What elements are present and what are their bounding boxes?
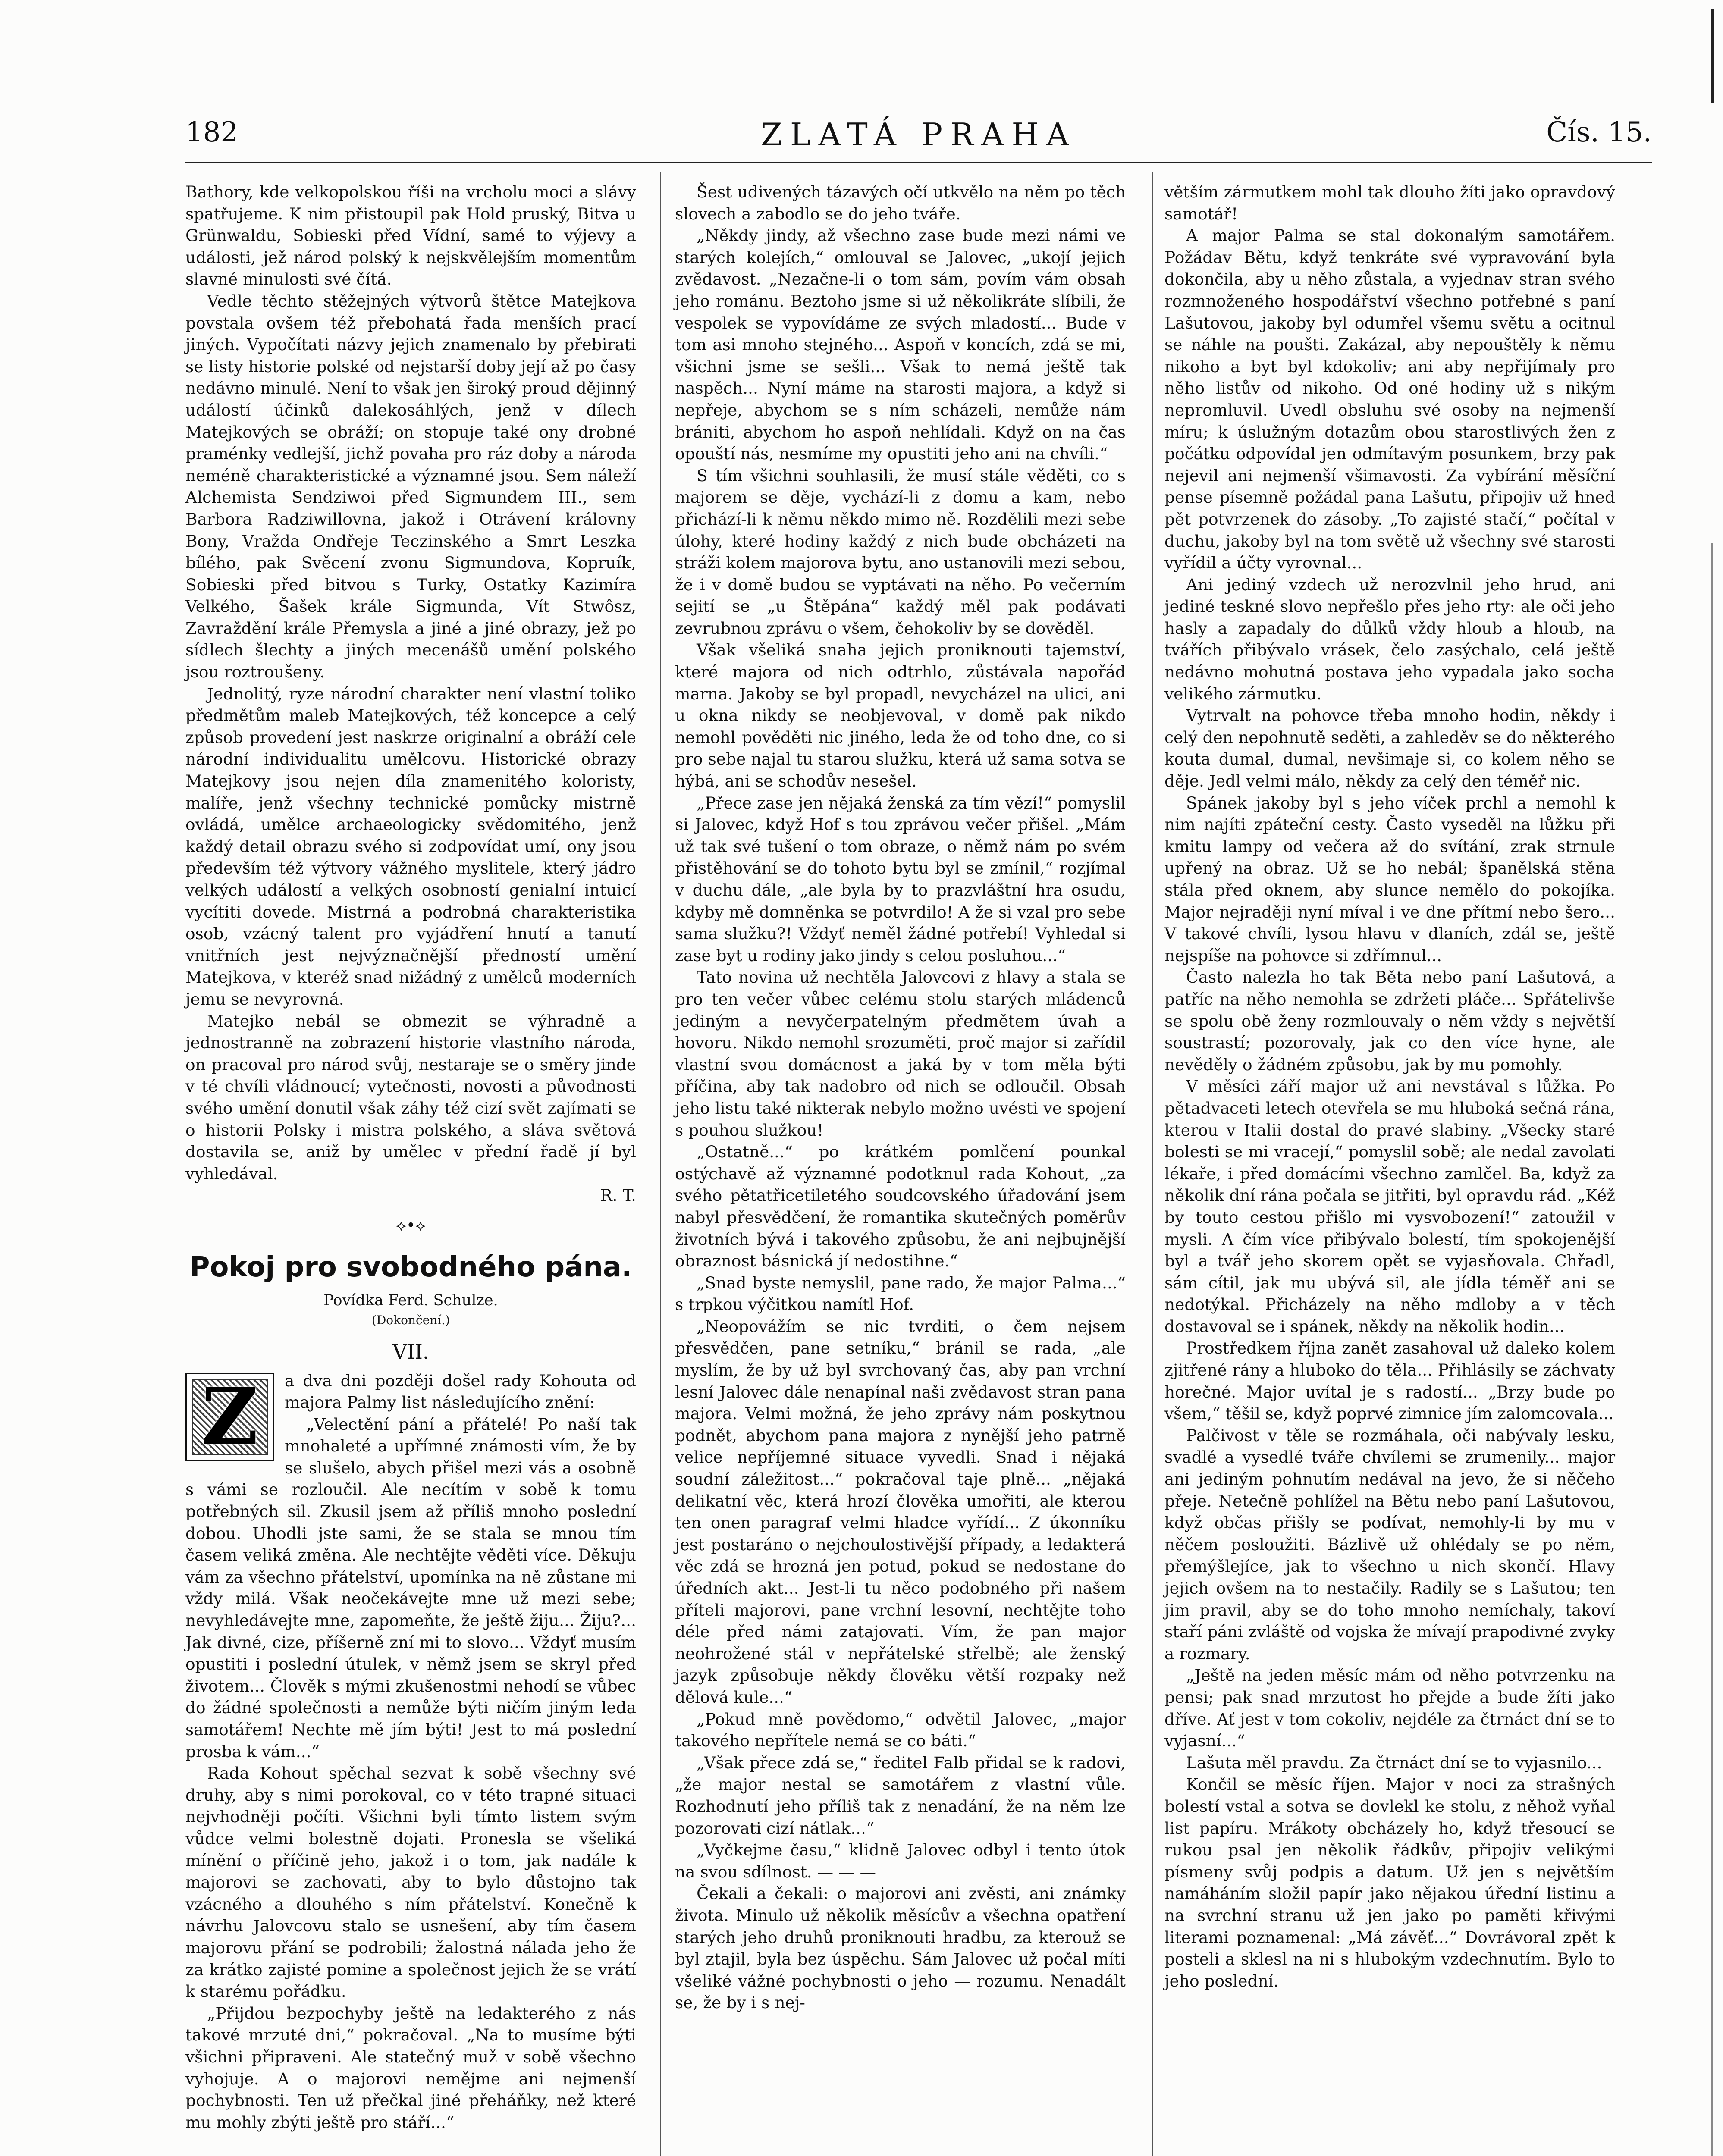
ornamental-initial — [185, 1373, 274, 1461]
story-paragraph: „Někdy jindy, až všechno zase bude mezi námi ve starých kolejích,“ omlouval se Jalovec, „ukojí jejich zvědavost. „Nezačne-li o tom sám, povím vám obsah jeho románu. Beztoho jsme si už několikráte slíbili, že vespolek se vypovídáme ze svých mladostí... Bude v tom asi mnoho stejného... Aspoň v koncích, zdá se mi, všichni jsme se sešli... Však to nemá ještě tak naspěch... Nyní máme na starosti majora, a když si nepřeje, abychom se s ním scházeli, nemůže nám brániti, abychom ho aspoň nehlídali. Když on na čas opouští nás, nesmíme my opustiti jeho ani na chvíli.“ — [675, 226, 1126, 464]
story-paragraph: Vytrvalt na pohovce třeba mnoho hodin, někdy i celý den nepohnutě seděti, a zahleděv se do některého kouta dumal, dumal, nevšimaje si, co kolem něho se děje. Jedl velmi málo, někdy za celý den téměř nic. — [1164, 706, 1615, 791]
scan-edge-mark — [1711, 9, 1714, 103]
page-header — [185, 116, 1652, 155]
column-divider — [1152, 172, 1153, 2156]
story-paragraph: „Ostatně...“ po krátkém pomlčení pounkal ostýchavě až významné podotknul rada Kohout, „za svého pětatřicetiletého soudcovského úřadování jsem nabyl přesvědčení, že romantika skutečných poměrův životních bývá i takového způsobu, že ani nejbujnější obraznost básnická jí nedostihne.“ — [675, 1142, 1126, 1271]
story-paragraph: Tato novina už nechtěla Jalovcovi z hlavy a stala se pro ten večer vůbec celému stolu starých mládenců jediným a nevyčerpatelným předmětem úvah a hovoru. Nikdo nemohl srozuměti, proč major si zařídil vlastní svou domácnost a jaká by v tom měla býti příčina, aby tak nadobro od nich se odloučil. Obsah jeho listu také nikterak nebylo možno uvésti ve spojení s pouhou služkou! — [675, 968, 1126, 1140]
story-continuation-note: (Dokončení.) — [371, 1313, 450, 1327]
story-paragraph: a dva dni později došel rady Kohouta od majora Palmy list následujícího znění: — [285, 1371, 636, 1412]
story-paragraph: Však všeliká snaha jejich proniknouti tajemství, které majora od nich odtrhlo, zůstávala napořád marna. Jakoby se byl propadl, nevycházel na ulici, ani u okna nikdy se neobjevoval, v domě pak nikdo nemohl pověděti nic jiného, leda že od toho dne, co si pro sebe najal tu starou služku, která už sama sotva se hýbá, ani se schodův nesešel. — [675, 640, 1126, 791]
story-paragraph: Často nalezla ho tak Běta nebo paní Lašutová, a patříc na něho nemohla se zdržeti pláče... Spřátelivše se spolu obě ženy rozmlouvaly o něm vždy s největší soustrastí; pozorovaly, jak co den více hyne, ale nevěděly o žádném způsobu, jak by mu pomohly. — [1164, 968, 1615, 1074]
story-paragraph: „Ještě na jeden měsíc mám od něho potvrzenku na pensi; pak snad mrzutost ho přejde a bude žíti jako dříve. Ať jest v tom cokoliv, nejdéle za čtrnáct dní se to vyjasní...“ — [1164, 1666, 1615, 1751]
story-paragraph: Šest udivených tázavých očí utkvělo na něm po těch slovech a zabodlo se do jeho tváře. — [675, 182, 1126, 223]
story-paragraph: větším zármutkem mohl tak dlouho žíti jako opravdový samotář! — [1164, 182, 1615, 223]
story-byline: Povídka Ferd. Schulze. — [323, 1291, 498, 1309]
story-paragraph: V měsíci září major už ani nevstával s lůžka. Po pětadvaceti letech otevřela se mu hluboká sečná rána, kterou v Italii dostal do pravé slabiny. „Všecky staré bolesti se mi vracejí,“ pomyslil sobě; ale nedal zavolati lékaře, i před domácími všechno zamlčel. Ba, když za několik dní rána počala se jitřiti, byl opravdu rád. „Kéž by touto cestou přišlo mi vysvobození!“ zatoužil v mysli. A čím více přibývalo bolestí, tím spokojenější byl a tvář jeho skorem opět se vyjasňovala. Chřadl, sám cítil, jak mu ubývá sil, ale jídla téměř ani se nedotýkal. Přicházely na něho mdloby a v těch dostavoval se i spánek, někdy na několik hodin... — [1164, 1077, 1615, 1336]
story-paragraph: Končil se měsíc říjen. Major v noci za strašných bolestí vstal a sotva se dovlekl ke stolu, z něhož vyňal list papíru. Mrákoty obcházely ho, když třesoucí se rukou psal jen několik řádkův, připojiv velikými písmeny svůj podpis a datum. Už jen s největším namáháním složil papír jako nějakou úřední listinu a na svrchní stranu už jen jako po paměti křivými literami poznamenal: „Má závěť...“ Dovrávoral zpět k posteli a sklesl na ni s hlubokým vzdechnutím. Bylo to jeho poslední. — [1164, 1775, 1615, 1990]
page-number: 182 — [185, 116, 239, 148]
ornamental-separator: ⟡•⟡ — [396, 1216, 426, 1235]
story-paragraph: „Neopovážím se nic tvrditi, o čem nejsem přesvědčen, pane setníku,“ bránil se rada, „ale myslím, že by už byl svrchovaný čas, aby pan vrchní lesní Jalovec dále nenapínal naši zvědavost stran pana majora. Velmi možná, že jeho zprávy nám poskytnou podnět, abychom pana majora z nynější jeho patrně velice nepříjemné situace vyvedli. Snad i nějaká soudní záležitost...“ pokračoval taje plně... „nějaká delikatní věc, která hrozí člověka umořiti, ale kterou ten onen paragraf velmi hladce vyřídí... Z úkonníku jest postaráno o nejchoulostivější případy, a ledakterá věc zdá se hrozná jen potud, pokud se nedostane do úředních akt... Jest-li tu něco podobného při našem příteli majorovi, pane vrchní lesovní, nechtějte toho déle před námi zatajovati. Vím, že pan major neohrožené stál v nepřátelské střelbě; ale ženský jazyk způsobuje někdy člověku větší rozpaky než dělová kule...“ — [675, 1316, 1126, 1707]
article-paragraph: Jednolitý, ryze národní charakter není vlastní toliko předmětům maleb Matejkových, též koncepce a celý způsob provedení jest naskrze originalní a obráží cele národní individualitu umělcovu. Historické obrazy Matejkovy jsou nejen díla znamenitého koloristy, malíře, jenž všechny technické pomůcky mistrně ovládá, umělce archaeologicky svědomitého, jenž každý detail obrazu svého si zodpovídat umí, ony jsou především též výtvory vážného myslitele, který jádro velkých událostí a velkých osobností genialní intuicí vycítiti dovede. Mistrná a podrobná charakteristika osob, vzácný talent pro vyjádření hnutí a tanutí vnitřních jest nejvýznačnější předností umění Matejkova, v kteréž snad nižádný z umělců moderních jemu se nevyrovná. — [185, 684, 636, 1009]
story-paragraph: „Však přece zdá se,“ ředitel Falb přidal se k radovi, „že major nestal se samotářem z vlastní vůle. Rozhodnutí jeho příliš tak z nenadání, že na něm lze pozorovati cizí nátlak...“ — [675, 1753, 1126, 1838]
article-signature: R. T. — [600, 1186, 636, 1205]
story-paragraph: Lašuta měl pravdu. Za čtrnáct dní se to vyjasnilo... — [1186, 1753, 1602, 1772]
article-paragraph: Matejko nebál se obmezit se výhradně a jednostranně na zobrazení historie vlastního národa, on pracoval pro národ svůj, nestaraje se o směry jinde v té chvíli vládnoucí; vytečnosti, novosti a původnosti svého umění donutil však záhy též cizí svět zajímati se o historii Polsky i mistra polského, a sláva světová dostavila se, aniž by umělec v přední řadě jí byl vyhledával. — [185, 1011, 636, 1183]
story-paragraph: „Snad byste nemyslil, pane rado, že major Palma...“ s trpkou výčitkou namítl Hof. — [675, 1273, 1126, 1314]
story-paragraph: S tím všichni souhlasili, že musí stále věděti, co s majorem se děje, vychází-li z domu a kam, nebo přichází-li k němu někdo mimo ně. Rozdělili mezi sebe úlohy, které hodiny každý z nich bude obcházeti na stráži kolem majorova bytu, ano ustanovili mezi sebou, že i v domě budou se vyptávati na něho. Po večerním sejití se „u Štěpána“ každý měl pak podávati zevrubnou zprávu o všem, čehokoliv by se dověděl. — [675, 466, 1126, 638]
column-divider — [660, 172, 661, 2156]
column-2 — [675, 181, 1126, 2014]
chapter-number: VII. — [392, 1340, 429, 1363]
initial-letter: Z — [201, 1371, 258, 1462]
story-paragraph: Palčivost v těle se rozmáhala, oči nabývaly lesku, svadlé a vysedlé tváře chvílemi se zrumenily... major ani jediným pohnutím nedával na jevo, že si něčeho přeje. Netečně pohlížel na Bětu nebo paní Lašutovou, když občas přišly se podívat, nemohly-li by mu v něčem posloužiti. Bázlivě už ohlédaly se po něm, přemýšlejíce, jak to všechno u nich skončí. Hlavy jejich ovšem na to nestačily. Radily se s Lašutou; ten jim pravil, aby se do toho mnoho nemíchaly, takoví staří páni zvláště od vojska že mívají prapodivné zvyky a rozmary. — [1164, 1426, 1615, 1663]
scan-edge-mark — [1711, 543, 1713, 2156]
story-paragraph: A major Palma se stal dokonalým samotářem. Požádav Bětu, když tenkráte své vypravování byla dokončila, aby u něho zůstala, a vyjednav stran svého rozmnoženého hospodářství všechno potřebné s paní Lašutovou, jakoby byl odumřel všemu světu a ocitnul se náhle na poušti. Zakázal, aby nepouštěly k němu nikoho a byt byl kdokoliv; ani aby nepřijímaly pro něho listův od nikoho. Od oné hodiny už s nikým nepromluvil. Uvedl obsluhu své osoby na nejmenší míru; k úslužným dotazům obou starostlivých žen z počátku odpovídal jen odmítavým posunkem, brzy pak nejevil ani nejmenší všimavosti. Za vybírání měsíční pense písemně požádal pana Lašutu, připojiv už hned pět potvrzenek do zásoby. „To zajisté stačí,“ počítal v duchu, jakoby byl na tom světě už všechny své starosti vyřídil a účty vyrovnal... — [1164, 226, 1615, 573]
column-1 — [185, 181, 636, 2133]
story-paragraph: Rada Kohout spěchal sezvat k sobě všechny své druhy, aby s nimi porokoval, co v této trapné situaci nejvhodněji počíti. Všichni byli tímto listem svým vůdce velmi bolestně dojati. Pronesla se všeliká mínění o příčině jeho, jakož i o tom, jak nadále k majorovi se zachovati, aby to bylo důstojno tak vzácného a dlouhého s ním přátelství. Konečně k návrhu Jalovcovu stalo se usnešení, aby tím časem majorovu přání se podrobili; žalostná nálada jeho že za krátko zajisté pomine a společnost jejich že se vrátí k starému pořádku. — [185, 1764, 636, 2001]
story-paragraph: „Vyčkejme času,“ klidně Jalovec odbyl i tento útok na svou sdílnost. — — — — [675, 1840, 1126, 1881]
story-paragraph: „Přece zase jen nějaká ženská za tím vězí!“ pomyslil si Jalovec, když Hof s tou zprávou večer přišel. „Mám už tak své tušení o tom obraze, o němž nám po svém přistěhování se do tohoto bytu byl se zmínil,“ rozjímal v duchu dále, „ale byla by to prazvláštní hra osudu, kdyby mě domněnka se potvrdilo! A že si vzal pro sebe sama služku?! Vždyť neměl žádné potřebí! Vyhledal si zase byt u rodiny jako jindy s celou posluhou...“ — [675, 793, 1126, 965]
article-paragraph: Vedle těchto stěžejných výtvorů štětce Matejkova povstala ovšem též přebohatá řada menších prací jiných. Vypočítati názvy jejich znamenalo by přebirati se listy historie polské od nejstarší doby její až po časy nedávno minulé. Není to však jen široký proud dějinný událostí účinků dalekosáhlých, jenž v dílech Matejkových se obráží; on stopuje také ony drobné praménky vedlejší, jichž povaha pro ráz doby a národa neméně charakteristické a významné jsou. Sem náleží Alchemista Sendziwoi před Sigmundem III., sem Barbora Radziwillovna, jakož i Otrávení královny Bony, Vražda Ondřeje Teczinského a Smrt Leszka bílého, pak Svěcení zvonu Sigmundova, Kopruík, Sobieski před bitvou s Turky, Ostatky Kazimíra Velkého, Šašek krále Sigmunda, Vít Stwôsz, Zavraždění krále Přemysla a jiné a jiné obrazy, jež po sídlech šlechty a jiných mecenášů umění polského jsou roztroušeny. — [185, 291, 636, 682]
issue-number: Čís. 15. — [1546, 116, 1652, 148]
header-rule — [185, 162, 1652, 163]
story-paragraph: „Pokud mně povědomo,“ odvětil Jalovec, „major takového nepřítele nemá se co báti.“ — [675, 1709, 1126, 1751]
story-paragraph: Spánek jakoby byl s jeho víček prchl a nemohl k nim najíti zpáteční cesty. Často vyseděl na lůžku při kmitu lampy od večera až do svítání, zrak strnule upřený na obraz. Už se ho nebál; španělská stěna stála před oknem, aby slunce nemělo do pokojíka. Major nejraději nyní míval i ve dne přítmí nebo šero... V takové chvíli, lysou hlavu v dlaních, zdál se, ještě nejspíše na pohovce si zdřímnul... — [1164, 793, 1615, 965]
periodical-title: ZLATÁ PRAHA — [760, 116, 1077, 153]
story-paragraph: Prostředkem října zanět zasahoval už daleko kolem zjitřené rány a hluboko do těla... Přihlásily se záchvaty horečné. Major uvítal je s radostí... „Brzy bude po všem,“ těšil se, když poprvé zimnice jím zalomcovala... — [1164, 1338, 1615, 1423]
story-paragraph: Ani jediný vzdech už nerozvlnil jeho hrud, ani jediné teskné slovo nepřešlo přes jeho rty: ale oči jeho hasly a zapadaly do důlků vždy hloub a hloub, na tvářích přibývalo vrásek, čelo zasýchalo, celá ještě nedávno mohutná postava jeho vypadala jako socha velikého zármutku. — [1164, 575, 1615, 703]
story-paragraph: „Přijdou bezpochyby ještě na ledakterého z nás takové mrzuté dni,“ pokračoval. „Na to musíme býti všichni připraveni. Ale statečný muž v sobě všechno vyhojuje. A o majorovi nemějme ani nejmenší pochybnosti. Ten už přečkal jiné přeháňky, než které mu mohly zbýti ještě pro stáří...“ — [185, 2003, 636, 2132]
story-paragraph: „Velectění pání a přátelé! Po naší tak mnohaleté a upřímné známosti vím, že by se slušelo, abych přišel mezi vás a osobně s vámi se rozloučil. Ale necítím v sobě k tomu potřebných sil. Zkusil jsem až příliš mnoho poslední dobou. Uhodli jste sami, že se stala se mnou tím časem veliká změna. Ale nechtějte věděti více. Děkuju vám za všechno přátelství, upomínka na ně zůstane mi vždy milá. Však neočekávejte mne už mezi sebe; nevyhledávejte mne, zapomeňte, že ještě žiju... Žiju?... Jak divné, cize, příšerně zní mi to slovo... Vždyť musím opustiti i poslední útulek, v němž jsem se skryl před životem... Člověk s mými zkušenostmi nehodí se vůbec do žádné společnosti a nemůže býti ničím jiným leda samotářem! Nechte mě jím býti! Jest to má poslední prosba k vám...“ — [185, 1414, 636, 1761]
story-title: Pokoj pro svobodného pána. — [189, 1251, 632, 1283]
column-3 — [1164, 181, 1615, 1992]
story-paragraph: Čekali a čekali: o majorovi ani zvěsti, ani známky života. Minulo už několik měsícův a všechna opatření starých jeho druhů proniknouti hradbu, za kterouž se byl ztajil, byla bez úspěchu. Sám Jalovec už počal míti všeliké vážné pochybnosti o jeho — rozumu. Nenadált se, že by i s nej- — [675, 1884, 1126, 2012]
article-paragraph: Bathory, kde velkopolskou říši na vrcholu moci a slávy spatřujeme. K nim přistoupil pak Hold pruský, Bitva u Grünwaldu, Sobieski před Vídní, samé to výjevy a události, jež národ polský k nejskvělejším momentům slavné minulosti své čítá. — [185, 182, 636, 289]
